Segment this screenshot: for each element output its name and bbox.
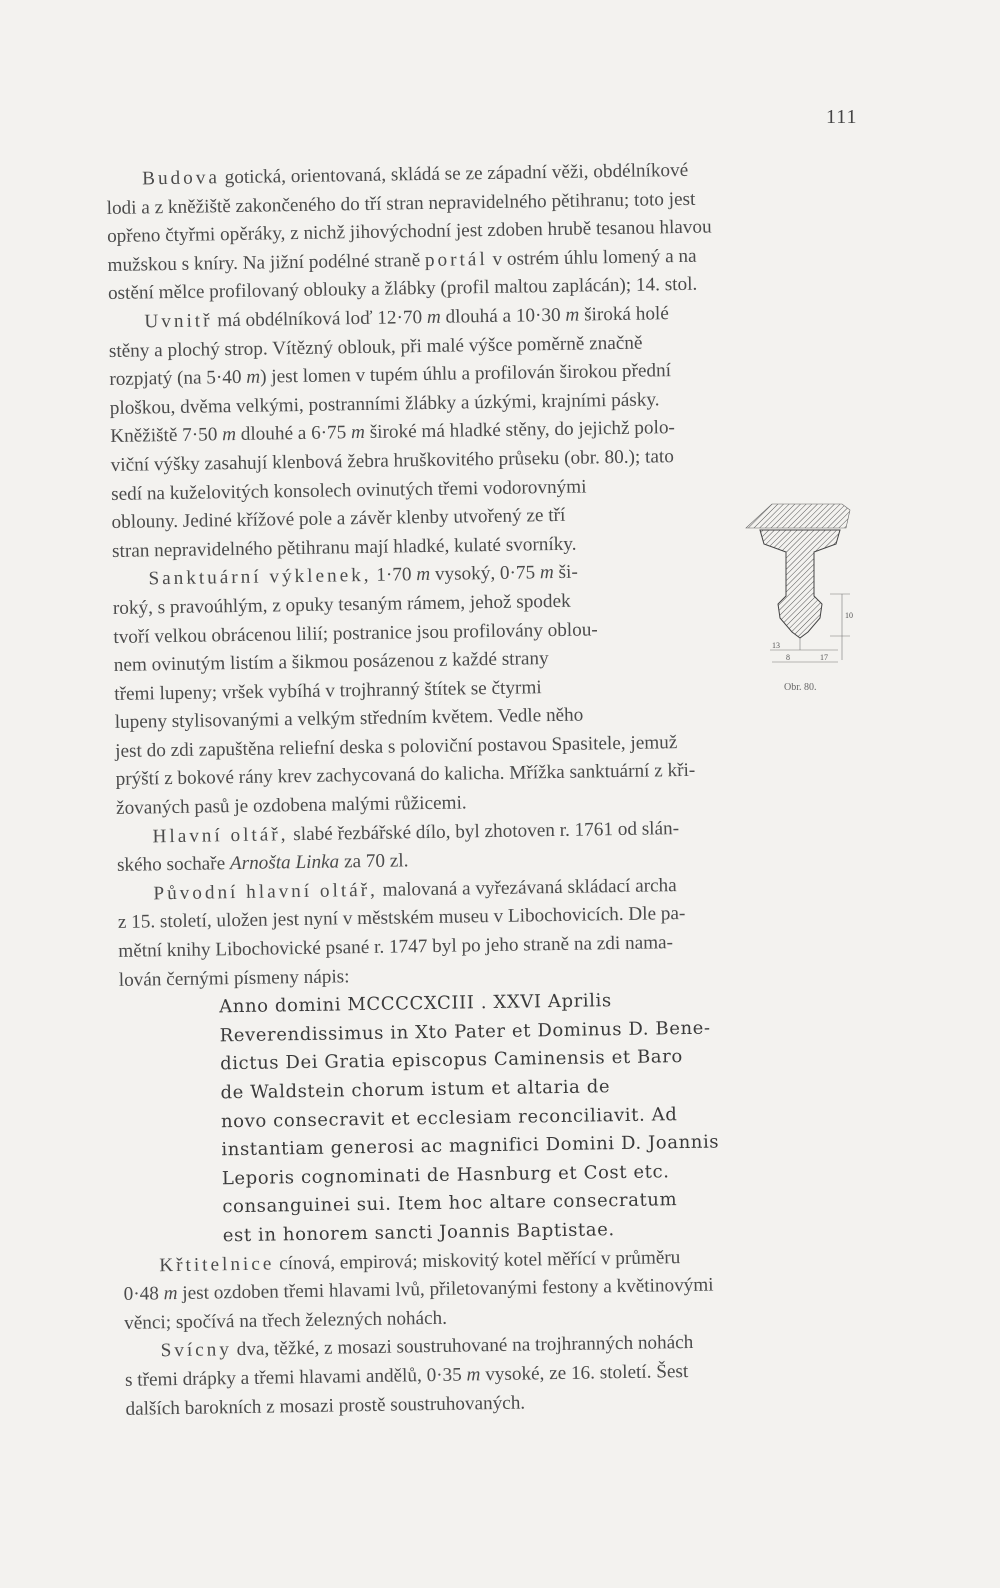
spaced-term: Hlavní oltář,	[152, 823, 289, 848]
text-segment: est in honorem sancti Joannis Baptistae.	[222, 1219, 615, 1247]
text-segment: tvoří velkou obrácenou lilií; postranice jsou profilovány oblou-	[113, 618, 598, 648]
italic-text: m	[426, 306, 441, 328]
text-segment: Kněžiště 7·50	[110, 424, 223, 448]
italic-text: m	[246, 366, 261, 388]
text-segment: lován černými písmeny nápis:	[118, 965, 350, 991]
text-segment: sedí na kuželovitých konsolech ovinutých třemi vodorovnými	[110, 476, 587, 505]
text-segment: stran nepravidelného pětihranu mají hladké, kulaté svorníky.	[111, 533, 577, 562]
dim-label-8: 8	[786, 653, 790, 662]
text-segment: široká holé	[579, 303, 669, 326]
dim-label-13: 13	[772, 641, 780, 650]
text-segment: rozpjatý (na 5·40	[109, 366, 247, 391]
text-segment: dalších barokních z mosazi prostě soustruhovaných.	[125, 1392, 526, 1420]
text-segment: cínová, empirová; miskovitý kotel měřící v průměru	[274, 1246, 681, 1275]
text-segment: malovaná a vyřezávaná skládací archa	[377, 874, 677, 901]
figure-caption: Obr. 80.	[784, 682, 817, 693]
text-segment: opřeno čtyřmi opěráky, z nichž jihovýchodní jest zdoben hrubě tesanou hlavou	[106, 216, 712, 248]
text-segment: jest do zdi zapuštěna reliefní deska s poloviční postavou Spasitele, jemuž	[115, 731, 678, 762]
italic-text: m	[565, 304, 580, 326]
text-segment: stěny a plochý strop. Vítězný oblouk, při malé výšce poměrně značně	[108, 332, 643, 362]
figure-rib-profile	[742, 500, 862, 710]
text-segment: ) jest lomen v tupém úhlu a profilován širokou přední	[259, 360, 672, 388]
spaced-term: portál	[424, 248, 488, 271]
text-segment: roký, s pravoúhlým, z opuky tesaným rámem, jehož spodek	[112, 590, 571, 619]
text-segment: instantiam generosi ac magnifici Domini D. Joannis	[221, 1131, 720, 1161]
text-segment: vysoké, ze 16. století. Šest	[480, 1360, 689, 1386]
text-segment: nem ovinutým listím a šikmou posázenou z každé strany	[113, 648, 549, 677]
text-segment: gotická, orientovaná, skládá se ze západní věži, obdélníkové	[219, 159, 689, 189]
text-segment: prýští z bokové rány krev zachycovaná do kalicha. Mřížka sanktuární z kři-	[115, 760, 696, 791]
text-segment: Anno domini MCCCCXCIII . XXVI Aprilis	[219, 990, 612, 1018]
text-segment: žovaných pasů je ozdobena malými růžicemi.	[115, 792, 467, 819]
italic-text: m	[466, 1364, 481, 1386]
italic-text: m	[221, 424, 237, 446]
spaced-term: Sanktuární výklenek,	[148, 565, 372, 590]
text-segment: Reverendissimus in Xto Pater et Dominus D. Bene-	[219, 1017, 711, 1047]
text-segment: v ostrém úhlu lomený a na	[487, 245, 697, 270]
text-segment: ploškou, dvěma velkými, postranními žlábky a úzkými, krajními pásky.	[109, 389, 660, 419]
text-segment: 1·70	[371, 564, 417, 587]
text-segment: široké má hladké stěny, do jejichž polo-	[364, 417, 676, 444]
text-segment: consanguinei sui. Item hoc altare consecratum	[222, 1189, 678, 1218]
text-segment: má obdélníková loď 12·70	[212, 306, 428, 332]
text-segment: lodi a z kněžiště zakončeného do tří stran nepravidelného pětihranu; toto jest	[106, 188, 696, 219]
text-segment: vysoký, 0·75	[429, 562, 541, 586]
text-segment: z 15. století, uložen jest nyní v městském museu v Libochovicích. Dle pa-	[117, 903, 686, 934]
text-segment: dlouhá a 10·30	[440, 304, 566, 328]
italic-text: m	[163, 1283, 178, 1305]
text-segment: dictus Dei Gratia episcopus Caminensis et Baro	[219, 1046, 683, 1075]
rib-profile-drawing	[742, 500, 862, 680]
page-number: 111	[826, 106, 858, 128]
text-segment: viční výšky zasahují klenbová žebra hruškovitého průseku (obr. 80.); tato	[110, 446, 675, 476]
spaced-term: Uvnitř	[144, 310, 213, 333]
text-segment: s třemi drápky a třemi hlavami andělů, 0·35	[124, 1364, 467, 1391]
text-segment: věnci; spočívá na třech železných nohách.	[124, 1307, 448, 1334]
italic-text: m	[539, 562, 554, 584]
text-segment: lupeny stylisovanými a velkým středním květem. Vedle něho	[114, 704, 584, 734]
spaced-term: Původní hlavní oltář,	[153, 879, 379, 905]
text-segment: mětní knihy Libochovické psané r. 1747 byl po jeho straně na zdi nama-	[118, 932, 674, 962]
text-segment: de Waldstein chorum istum et altaria de	[220, 1076, 611, 1104]
body-text	[106, 154, 896, 1424]
italic-text: Arnošta Linka	[229, 851, 340, 875]
text-segment: ši-	[553, 561, 578, 584]
spaced-term: Křtitelnice	[159, 1253, 275, 1276]
text-segment: ostění mělce profilovaný oblouky a žlábky (profil maltou zaplácán); 14. stol.	[107, 274, 698, 305]
text-segment: novo consecravit et ecclesiam reconciliavit. Ad	[220, 1103, 678, 1132]
text-segment: slabé řezbářské dílo, byl zhotoven r. 1761 od slán-	[288, 817, 680, 845]
dim-label-17: 17	[820, 653, 828, 662]
dim-label-height: 10	[845, 611, 853, 620]
italic-text: m	[416, 564, 431, 586]
text-segment: dlouhé a 6·75	[235, 422, 352, 446]
text-segment: jest ozdoben třemi hlavami lvů, přiletovanými festony a květinovými	[177, 1274, 714, 1305]
text-segment: třemi lupeny; vršek vybíhá v trojhranný štítek se čtyrmi	[114, 676, 542, 705]
text-segment: za 70 zl.	[339, 850, 409, 873]
text-segment: 0·48	[123, 1283, 164, 1306]
text-segment: mužskou s kníry. Na jižní podélné straně	[107, 249, 426, 276]
spaced-term: Svícny	[160, 1339, 233, 1362]
text-segment: Leporis cognominati de Hasnburg et Cost etc.	[221, 1161, 670, 1190]
text-segment: dva, těžké, z mosazi soustruhované na trojhranných nohách	[231, 1332, 694, 1361]
italic-text: m	[350, 422, 366, 444]
text-segment: ského sochaře	[116, 853, 231, 877]
spaced-term: Budova	[142, 167, 221, 190]
text-segment: oblouny. Jediné křížové pole a závěr klenby utvořený ze tří	[111, 504, 566, 534]
